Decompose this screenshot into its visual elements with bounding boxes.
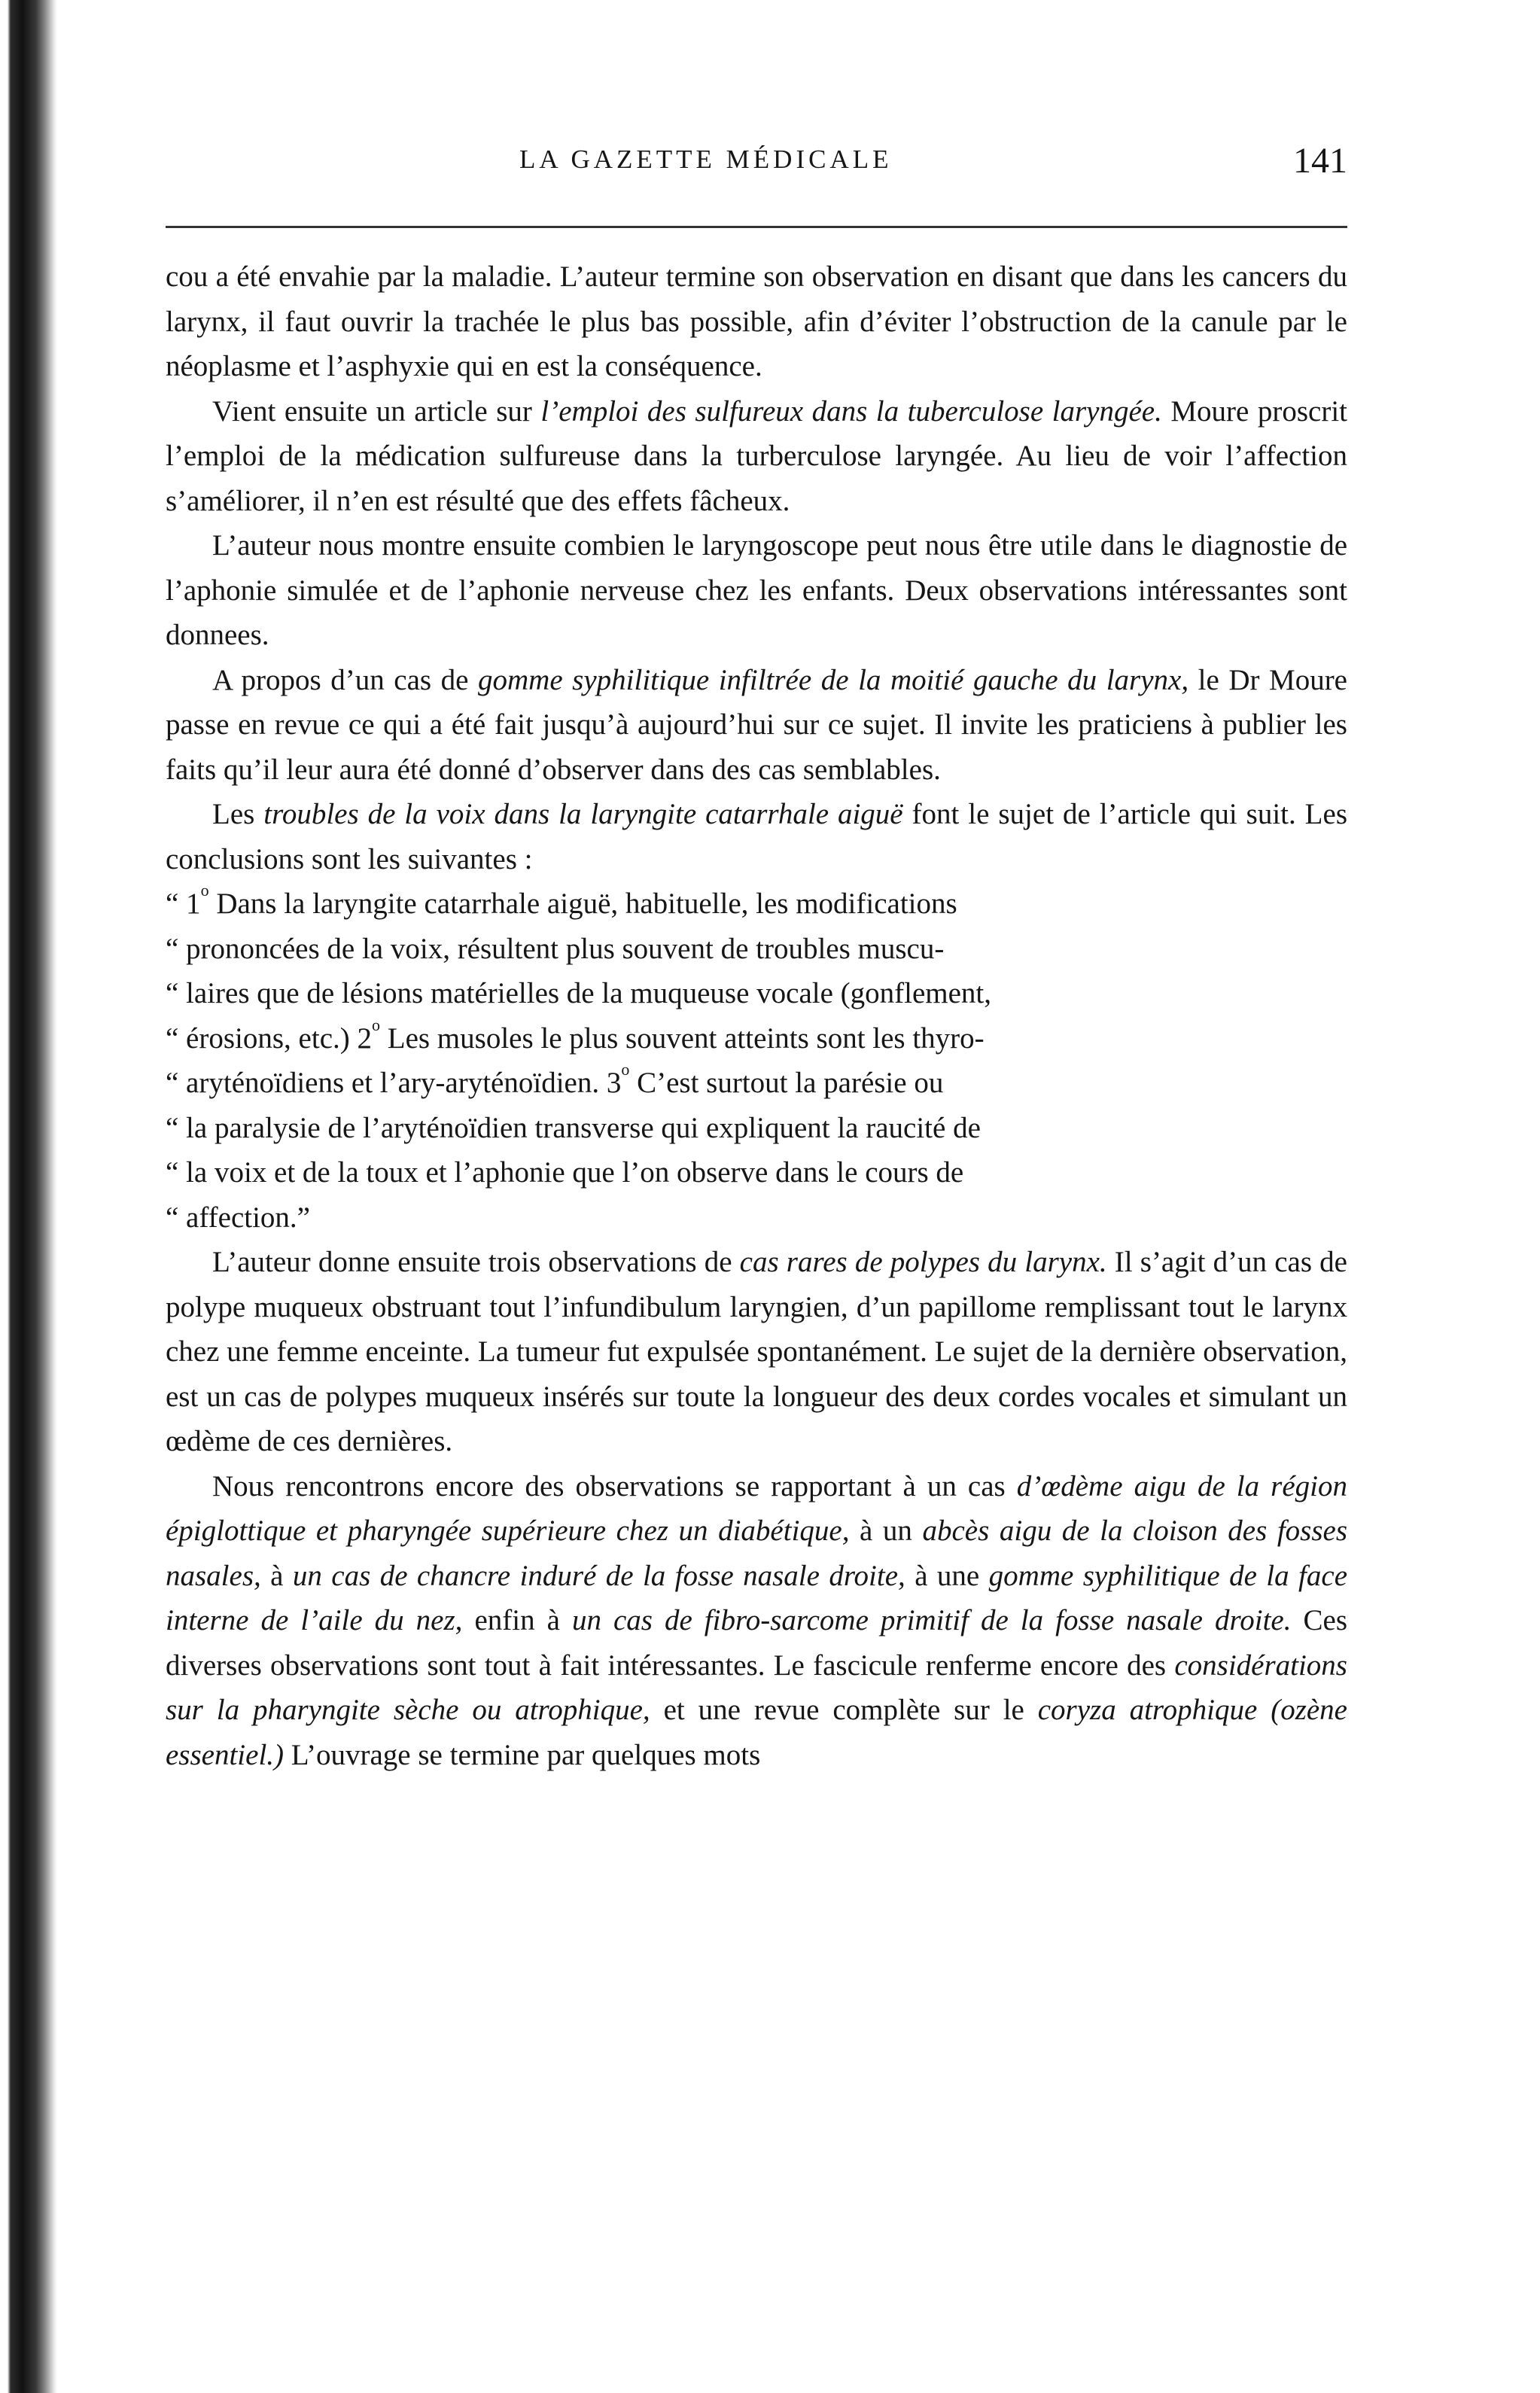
quote-line — [166, 927, 1347, 972]
ordinal-mark: o — [621, 1060, 630, 1079]
header-rule — [166, 226, 1347, 228]
text-run: font le sujet de l’article qui suit. Les conclusions sont les suivantes : — [166, 798, 1347, 875]
quote-line — [166, 1106, 1347, 1151]
italic-run: un cas de chancre induré de la fosse nasale droite, — [292, 1559, 905, 1592]
text-run: C’est surtout la parésie ou — [629, 1067, 944, 1099]
page-binding-edge — [0, 0, 57, 2393]
text-run: Dans la laryngite catarrhale aiguë, habituelle, les modifications — [208, 887, 957, 920]
paragraph — [166, 792, 1347, 881]
quote-line — [166, 1150, 1347, 1195]
text-run: “ aryténoïdiens et l’ary-aryténoïdien. 3 — [166, 1067, 622, 1099]
text-run: “ prononcées de la voix, résultent plus souvent de troubles muscu- — [166, 932, 945, 965]
italic-run: d’œdème aigu de la région épiglottique et pharyngée supérieure chez un diabétique, — [166, 1469, 1347, 1547]
ordinal-mark: o — [200, 881, 209, 900]
text-run: “ la paralysie de l’aryténoïdien transverse qui expliquent la raucité de — [166, 1111, 981, 1144]
quote-line — [166, 1195, 1347, 1241]
italic-run: considérations sur la pharyngite sèche ou atrophique, — [166, 1649, 1347, 1726]
ordinal-mark: o — [372, 1015, 380, 1034]
italic-run: l’emploi des sulfureux dans la tuberculose laryngée. — [540, 394, 1162, 428]
text-run: Il s’agit d’un cas de polype muqueux obstruant tout l’infundibulum laryngien, d’un papillome remplissant tout le larynx chez une femme enceinte. La tumeur fut expulsée spontanément. Le sujet de la dernière observation, est un cas de polypes muqueux insérés sur toute la longueur des deux cordes vocales et simulant un œdème de ces dernières. — [166, 1246, 1347, 1457]
page — [166, 0, 1347, 2393]
quote-line — [166, 971, 1347, 1016]
text-run: “ 1 — [166, 887, 201, 920]
italic-run: troubles de la voix dans la laryngite catarrhale aiguë — [263, 798, 903, 830]
text-run: Ces diverses observations sont tout à fait intéressantes. Le fascicule renferme encore des — [166, 1604, 1348, 1682]
paragraph — [166, 1464, 1347, 1778]
text-run: Moure proscrit l’emploi de la médication sulfureuse dans la turberculose laryngée. Au lieu de voir l’affection s’améliorer, il n’en est résulté que des effets fâcheux. — [166, 394, 1347, 517]
text-run: à un — [849, 1515, 923, 1547]
paragraph — [166, 389, 1347, 524]
text-run: “ la voix et de la toux et l’aphonie que l’on observe dans le cours de — [166, 1156, 964, 1189]
text-run: L’ouvrage se termine par quelques mots — [284, 1738, 761, 1771]
italic-run: gomme syphilitique de la face interne de l’aile du nez, — [166, 1559, 1348, 1636]
text-run: Les — [212, 798, 264, 830]
text-run: L’auteur donne ensuite trois observations de — [212, 1246, 740, 1278]
text-run: Nous rencontrons encore des observations se rapportant à un cas — [212, 1469, 1017, 1502]
paragraph — [166, 254, 1347, 389]
paragraph — [166, 1240, 1347, 1464]
italic-run: cas rares de polypes du larynx. — [739, 1246, 1107, 1278]
text-run: à — [260, 1559, 293, 1592]
quote-line — [166, 881, 1347, 927]
italic-run: abcès aigu de la cloison des fosses nasales, — [166, 1515, 1348, 1592]
italic-run: coryza atrophique (ozène essentiel.) — [166, 1694, 1347, 1771]
text-run: le Dr Moure passe en revue ce qui a été fait jusqu’à aujourd’hui sur ce sujet. Il invite les praticiens à publier les faits qu’il leur aura été donné d’observer dans des cas semblables. — [166, 663, 1347, 786]
italic-run: un cas de fibro-sarcome primitif de la fosse nasale droite. — [571, 1604, 1292, 1636]
text-run: Les musoles le plus souvent atteints sont les thyro- — [380, 1021, 985, 1055]
paragraph — [166, 658, 1347, 793]
running-header — [166, 141, 1347, 190]
text-run: et une revue complète sur le — [650, 1694, 1038, 1726]
text-run: “ érosions, etc.) 2 — [166, 1021, 372, 1055]
paragraph-text: L’auteur nous montre ensuite combien le laryngoscope peut nous être utile dans le diagnostie de l’aphonie simulée et de l’aphonie nerveuse chez les enfants. Deux observations intéressantes sont donnees. — [166, 529, 1347, 651]
running-title: LA GAZETTE MÉDICALE — [519, 145, 893, 174]
quote-line — [166, 1016, 1347, 1061]
body-text — [166, 254, 1347, 1777]
text-run: à une — [905, 1559, 989, 1592]
text-run: Vient ensuite un article sur — [212, 394, 541, 428]
italic-run: gomme syphilitique infiltrée de la moitié gauche du larynx, — [478, 663, 1189, 696]
paragraph — [166, 523, 1347, 658]
text-run: enfin à — [462, 1604, 572, 1636]
text-run: “ affection.” — [166, 1201, 310, 1234]
paragraph-text: cou a été envahie par la maladie. L’auteur termine son observation en disant que dans les cancers du larynx, il faut ouvrir la trachée le plus bas possible, afin d’éviter l’obstruction de la canule par le néoplasme et l’asphyxie qui en est la conséquence. — [166, 260, 1347, 382]
quote-line — [166, 1061, 1347, 1106]
text-run: “ laires que de lésions matérielles de la muqueuse vocale (gonflement, — [166, 977, 992, 1009]
page-number: 141 — [1293, 141, 1347, 181]
text-run: A propos d’un cas de — [212, 663, 478, 696]
